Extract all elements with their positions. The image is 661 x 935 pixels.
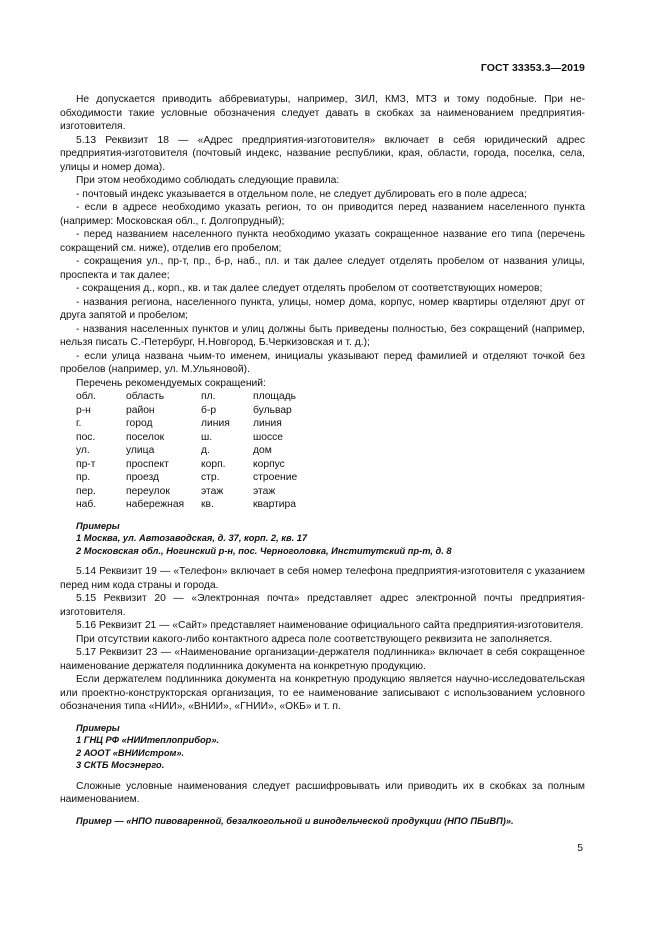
full-name-cell: шоссе bbox=[253, 431, 284, 443]
abbreviation-cell: этаж bbox=[201, 485, 224, 497]
clause-5-13: 5.13 Реквизит 18 — «Адрес предприятия-изготовителя» включает в себя юридический адрес предприятия-изготовителя (почтовый индекс, название республики, края, области, города, поселка, села, улицы и номер дома). bbox=[60, 134, 585, 173]
abbreviation-row bbox=[76, 390, 323, 404]
full-name-cell: квартира bbox=[253, 499, 297, 510]
abbreviation-cell: ш. bbox=[201, 431, 213, 443]
rule-item: - названия населенных пунктов и улиц должны быть приведены полностью, без сокращений (например, нельзя писать С.-Петербург, Н.Новгород, Б.Черкизовская и т. д.); bbox=[60, 323, 585, 348]
examples-block bbox=[60, 520, 585, 558]
page-number: 5 bbox=[577, 843, 583, 854]
example-note: Пример — «НПО пивоваренной, безалкогольной и винодельческой продукции (НПО ПБиВП)». bbox=[76, 815, 514, 826]
rule-item: - если в адресе необходимо указать регион, то он приводится перед названием населенного пункта (например: Московская обл., г. Долгопрудный); bbox=[60, 202, 585, 227]
clause-5-17: 5.17 Реквизит 23 — «Наименование организации-держателя подлинника» включает в себя сокращенное наименование держателя подлинника документа на конкретную продукцию. bbox=[60, 647, 585, 672]
examples-title: Примеры bbox=[76, 722, 120, 733]
abbreviation-table bbox=[76, 390, 323, 512]
clause-5-14: 5.14 Реквизит 19 — «Телефон» включает в себя номер телефона предприятия-изготовителя с указанием перед ним кода страны и города. bbox=[60, 566, 585, 591]
full-name-cell: улица bbox=[126, 445, 155, 456]
full-name-cell: проезд bbox=[126, 472, 160, 483]
paragraph: Сложные условные наименования следует расшифровывать или приводить их в скобках за полным наименованием. bbox=[60, 780, 585, 805]
full-name-cell: строение bbox=[253, 472, 298, 483]
clause-5-16: 5.16 Реквизит 21 — «Сайт» представляет наименование официального сайта предприятия-изготовителя. bbox=[76, 620, 584, 631]
abbreviation-cell: пос. bbox=[76, 431, 96, 443]
full-name-cell: корпус bbox=[253, 458, 285, 470]
abbreviation-cell: стр. bbox=[201, 472, 220, 483]
full-name-cell: линия bbox=[253, 418, 282, 429]
abbreviation-cell: д. bbox=[201, 445, 210, 456]
rule-item: - если улица названа чьим-то именем, инициалы указывают перед фамилией и отделяют точкой без пробелов (например, ул. М.Ульяновой). bbox=[60, 350, 585, 375]
rule-item: - сокращения ул., пр-т, пр., б-р, наб., пл. и так далее следует отделять пробелом от названия улицы, проспекта и так далее; bbox=[60, 256, 585, 281]
abbreviation-cell: пл. bbox=[201, 391, 216, 402]
paragraph: Перечень рекомендуемых сокращений: bbox=[76, 377, 266, 389]
paragraph: При этом необходимо соблюдать следующие правила: bbox=[76, 175, 340, 186]
abbreviation-cell: линия bbox=[201, 418, 230, 429]
abbreviation-cell: пр-т bbox=[76, 458, 96, 470]
example-item: 1 Москва, ул. Автозаводская, д. 37, корп. 2, кв. 17 bbox=[76, 533, 308, 543]
full-name-cell: этаж bbox=[253, 485, 276, 497]
full-name-cell: площадь bbox=[253, 391, 296, 402]
paragraph: При отсутствии какого-либо контактного адреса поле соответствующего реквизита не заполняется. bbox=[76, 633, 553, 645]
abbreviation-cell: наб. bbox=[76, 499, 97, 510]
document-body bbox=[60, 93, 585, 827]
abbreviation-row bbox=[76, 417, 323, 431]
abbreviation-cell: обл. bbox=[76, 391, 97, 402]
full-name-cell: область bbox=[126, 391, 165, 402]
example-item: 3 СКТБ Мосэнерго. bbox=[76, 760, 165, 770]
examples-block bbox=[60, 722, 585, 772]
full-name-cell: город bbox=[126, 418, 153, 429]
example-item: 2 Московская обл., Ногинский р-н, пос. Черноголовка, Институтский пр-т, д. 8 bbox=[76, 545, 452, 556]
rule-item: - сокращения д., корп., кв. и так далее следует отделять пробелом от соответствующих номеров; bbox=[76, 283, 543, 294]
rule-item: - почтовый индекс указывается в отдельном поле, не следует дублировать его в поле адреса; bbox=[76, 188, 527, 200]
clause-5-15: 5.15 Реквизит 20 — «Электронная почта» представляет адрес электронной почты предприятия-изготовителя. bbox=[60, 593, 585, 618]
rule-item: - перед названием населенного пункта необходимо указать сокращенное название его типа (перечень сокращений см. ниже), отделив его пробелом; bbox=[60, 229, 585, 254]
full-name-cell: бульвар bbox=[253, 404, 292, 416]
abbreviation-cell: кв. bbox=[201, 499, 214, 510]
example-item: 1 ГНЦ РФ «НИИтеплоприбор». bbox=[76, 735, 220, 745]
abbreviation-cell: корп. bbox=[201, 458, 226, 470]
paragraph: Если держателем подлинника документа на конкретную продукцию является научно-исследовательская или проектно-конструкторская организация, то ее наименование записывают с использованием условного обозначения типа «НИИ», «ВНИИ», «ГНИИ», «ОКБ» и т. п. bbox=[60, 674, 585, 712]
full-name-cell: район bbox=[126, 404, 155, 416]
abbreviation-cell: г. bbox=[76, 418, 82, 429]
abbreviation-row bbox=[76, 498, 323, 512]
rule-item: - названия региона, населенного пункта, улицы, номер дома, корпус, номер квартиры отделяют друг от друга запятой и пробелом; bbox=[60, 296, 585, 321]
paragraph: Не допускается приводить аббревиатуры, например, ЗИЛ, КМЗ, МТЗ и тому подобные. При необходимости такие условные обозначения следует давать в скобках за наименованием предприятия-изготовителя. bbox=[60, 94, 585, 132]
abbreviation-row bbox=[76, 431, 323, 445]
full-name-cell: переулок bbox=[126, 485, 170, 497]
example-item: 2 АООТ «ВНИИстром». bbox=[76, 747, 185, 758]
document-id: ГОСТ 33353.3—2019 bbox=[480, 62, 585, 74]
abbreviation-cell: ул. bbox=[76, 445, 90, 456]
abbreviation-row bbox=[76, 444, 323, 458]
abbreviation-cell: пер. bbox=[76, 485, 96, 497]
abbreviation-row bbox=[76, 458, 323, 472]
full-name-cell: набережная bbox=[126, 499, 185, 510]
abbreviation-row bbox=[76, 471, 323, 485]
full-name-cell: дом bbox=[253, 445, 272, 456]
full-name-cell: проспект bbox=[126, 458, 169, 470]
abbreviation-cell: пр. bbox=[76, 472, 91, 483]
abbreviation-cell: б-р bbox=[201, 404, 217, 416]
examples-title: Примеры bbox=[76, 520, 120, 531]
abbreviation-row bbox=[76, 485, 323, 499]
abbreviation-cell: р-н bbox=[76, 404, 91, 416]
abbreviation-row bbox=[76, 404, 323, 418]
full-name-cell: поселок bbox=[126, 431, 165, 443]
